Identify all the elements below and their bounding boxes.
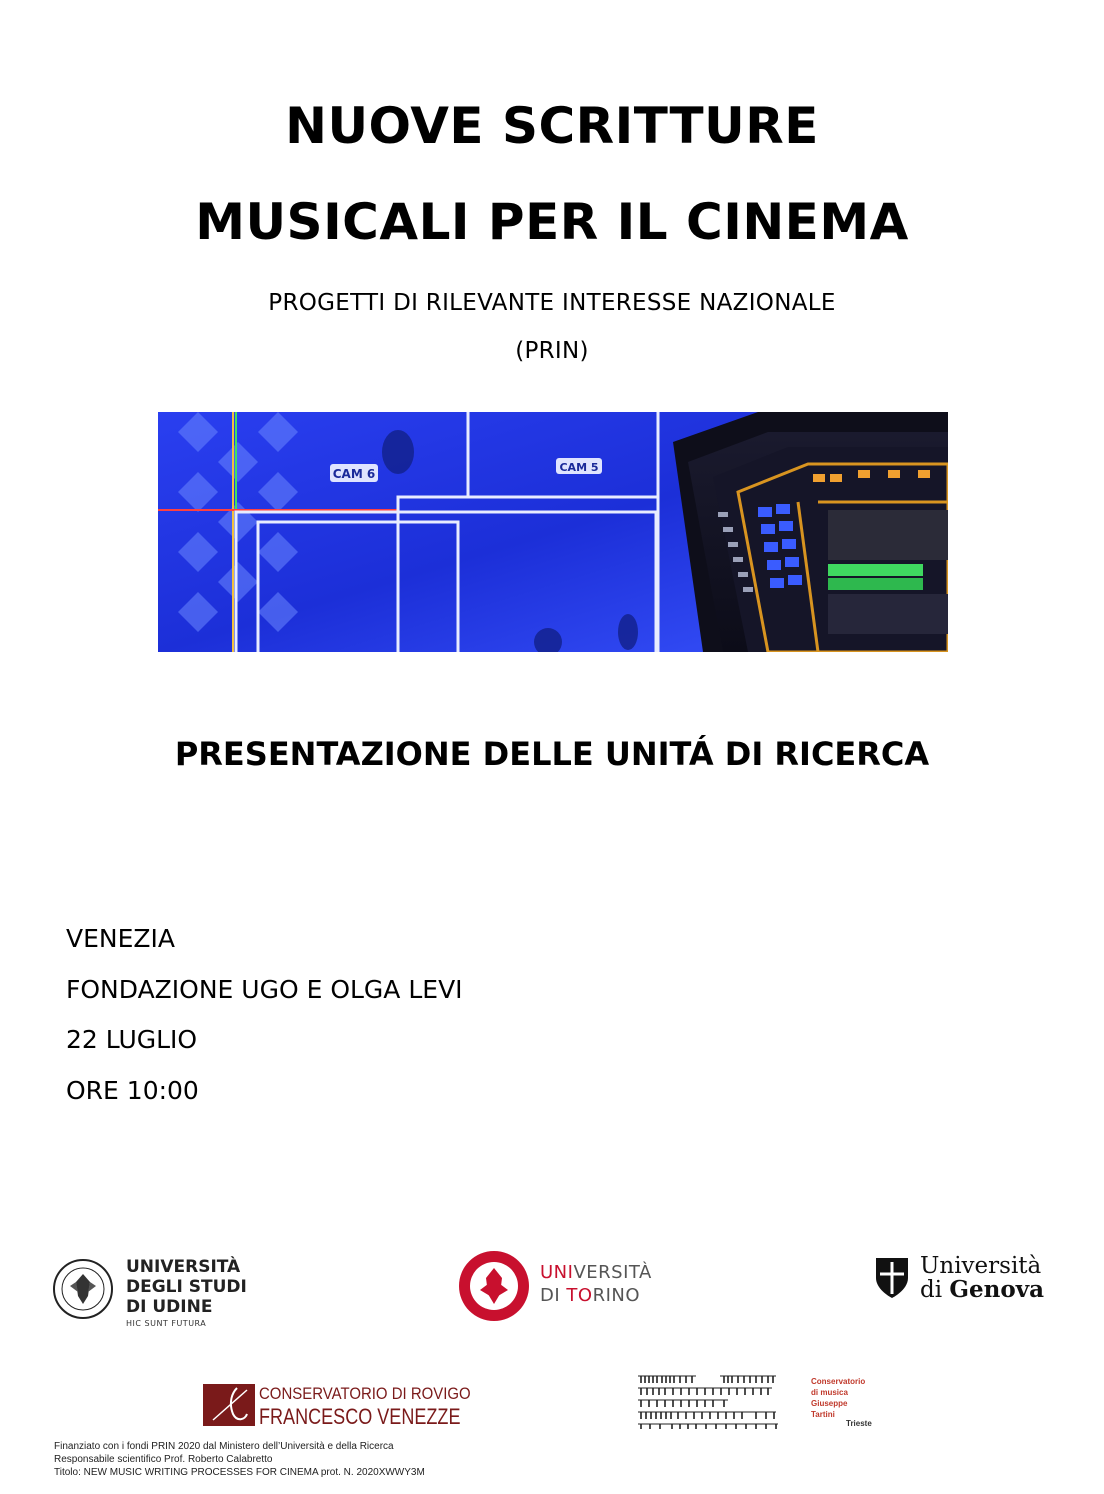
banner-image	[158, 412, 948, 652]
tartini-line-1: Conservatorio	[811, 1377, 866, 1386]
rovigo-emblem-icon	[203, 1384, 255, 1426]
event-date: 22 LUGLIO	[66, 1025, 198, 1054]
page-title-line-2: MUSICALI PER IL CINEMA	[195, 193, 909, 251]
udine-line-1: UNIVERSITÀ	[126, 1257, 241, 1277]
genova-line-2	[920, 1278, 1044, 1302]
cam-5-label: CAM 5	[559, 461, 599, 474]
event-city: VENEZIA	[66, 924, 175, 953]
genova-line-1: Università	[920, 1253, 1042, 1279]
udine-seal-icon	[52, 1258, 114, 1320]
genova-name: Genova	[949, 1276, 1044, 1303]
tartini-line-4: Tartini	[811, 1410, 835, 1419]
torino-to-part: TO	[566, 1285, 593, 1306]
torino-line-1	[540, 1262, 652, 1284]
torino-line-2	[540, 1285, 640, 1307]
cam-6-label: CAM 6	[332, 467, 376, 481]
event-time: ORE 10:00	[66, 1076, 199, 1105]
footer-title: Titolo: NEW MUSIC WRITING PROCESSES FOR CINEMA prot. N. 2020XWWY3M	[54, 1467, 425, 1478]
logo-rovigo	[203, 1384, 473, 1429]
torino-versita-part: VERSITÀ	[573, 1262, 652, 1283]
torino-seal-icon	[458, 1250, 530, 1322]
subtitle-line-2: (PRIN)	[515, 338, 589, 364]
tartini-line-3: Giuseppe	[811, 1399, 848, 1408]
tartini-pattern-icon	[636, 1374, 781, 1430]
footer-responsible: Responsabile scientifico Prof. Roberto Calabretto	[54, 1454, 273, 1465]
genova-di: di	[920, 1277, 950, 1303]
genova-shield-icon	[874, 1256, 910, 1300]
page-title-line-1: NUOVE SCRITTURE	[285, 97, 819, 155]
tartini-line-5: Trieste	[846, 1419, 872, 1428]
logo-tartini	[636, 1374, 886, 1434]
section-heading: PRESENTAZIONE DELLE UNITÁ DI RICERCA	[174, 735, 930, 773]
tartini-line-2: di musica	[811, 1388, 848, 1397]
event-venue: FONDAZIONE UGO E OLGA LEVI	[66, 975, 463, 1004]
udine-line-2: DEGLI STUDI	[126, 1277, 247, 1297]
rovigo-line-2: FRANCESCO VENEZZE	[259, 1404, 461, 1429]
torino-rino-part: RINO	[592, 1285, 641, 1306]
torino-di-part: DI	[540, 1285, 567, 1306]
udine-line-3: DI UDINE	[126, 1297, 213, 1317]
udine-motto: HIC SUNT FUTURA	[126, 1319, 207, 1328]
logo-genova	[874, 1254, 1064, 1304]
footer-funding: Finanziato con i fondi PRIN 2020 dal Ministero dell’Università e della Ricerca	[54, 1441, 394, 1452]
subtitle-line-1: PROGETTI DI RILEVANTE INTERESSE NAZIONALE	[268, 290, 836, 316]
logo-udine	[52, 1258, 292, 1333]
logo-torino	[458, 1250, 658, 1322]
torino-uni-part: UNI	[540, 1262, 574, 1283]
rovigo-line-1: CONSERVATORIO DI ROVIGO	[259, 1384, 471, 1403]
